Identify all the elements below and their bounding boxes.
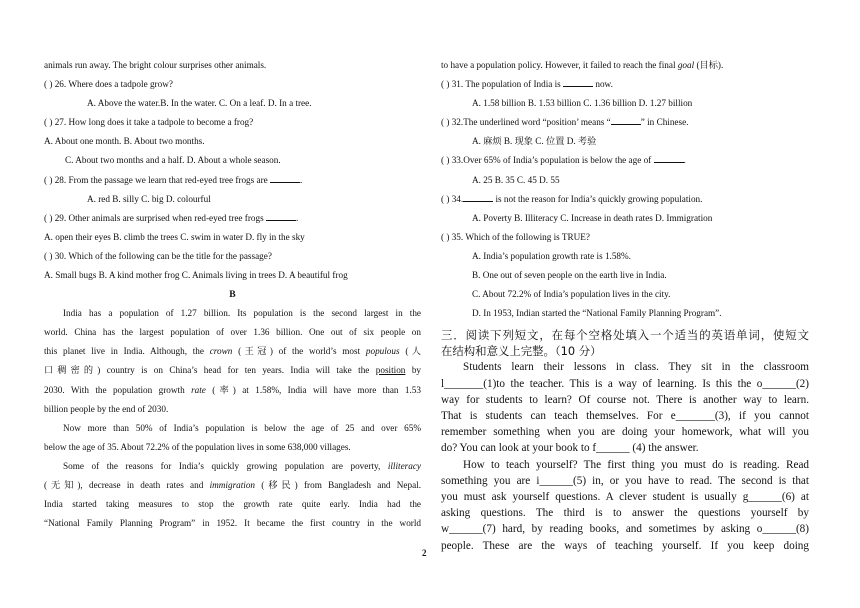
answer-blank — [266, 211, 296, 221]
question-34-options: A. Poverty B. Illiteracy C. Increase in death rates D. Immigration — [472, 212, 713, 223]
question-27-options-cd: C. About two months and a half. D. About a whole season. — [65, 155, 281, 166]
question-32: ( ) 32.The underlined word “position’ means “ ” in Chinese. — [441, 117, 689, 128]
question-31-options: A. 1.58 billion B. 1.53 billion C. 1.36 billion D. 1.27 billion — [472, 98, 693, 109]
cloze-line: asking questions. The third is to answer the questions yourself by — [441, 507, 809, 520]
cloze-line: l_______(1)to the teacher. This is a way of learning. Is this the o______(2) — [441, 377, 809, 390]
question-26-options: A. Above the water.B. In the water. C. On a leaf. D. In a tree. — [87, 98, 312, 109]
question-35: ( ) 35. Which of the following is TRUE? — [441, 231, 590, 242]
question-32-options: A. 麻烦 B. 现象 C. 位置 D. 考验 — [472, 136, 597, 147]
question-35-option-d: D. In 1953, Indian started the “National Family Planning Program”. — [472, 308, 722, 319]
passage-line: world. China has the largest population of over 1.36 billion. One out of six people on — [44, 327, 421, 338]
question-33-options: A. 25 B. 35 C. 45 D. 55 — [472, 174, 560, 185]
section-3-instruction: 在结构和意义上完整。（10 分） — [441, 344, 602, 359]
passage-line: to have a population policy. However, it failed to reach the final goal (目标). — [441, 60, 724, 70]
question-27: ( ) 27. How long does it take a tadpole to become a frog? — [44, 117, 254, 128]
passage-line: Some of the reasons for India’s quickly growing population are poverty, illiteracy — [63, 460, 421, 471]
question-35-option-b: B. One out of seven people on the earth live in India. — [472, 270, 667, 281]
section-3-instruction: 三．阅读下列短文，在每个空格处填入一个适当的英语单词，使短文 — [441, 328, 809, 343]
text-line: animals run away. The bright colour surprises other animals. — [44, 60, 267, 70]
question-28: ( ) 28. From the passage we learn that red-eyed tree frogs are . — [44, 174, 303, 185]
passage-line: 口稠密的) country is on China’s head for ten years. India will take the position by — [44, 365, 422, 376]
cloze-line: How to teach yourself? The first thing you must do is reading. Read — [463, 458, 809, 471]
question-26: ( ) 26. Where does a tadpole grow? — [44, 79, 173, 90]
answer-blank — [270, 173, 300, 183]
answer-blank — [463, 192, 493, 202]
question-29: ( ) 29. Other animals are surprised when red-eyed tree frogs . — [44, 212, 299, 223]
cloze-line: do? You can look at your book to f______ (4) the answer. — [441, 442, 699, 455]
passage-line: Now more than 50% of India’s population is below the age of 25 and over 65% — [63, 422, 421, 433]
answer-blank — [563, 77, 593, 87]
passage-line: this planet live in India. Although, the crown (王冠) of the world’s most populous (人 — [44, 346, 421, 357]
cloze-line: remember something when you are doing your homework, what will you — [441, 426, 809, 439]
cloze-line: Students learn their lessons in class. They sit in the classroom — [463, 361, 809, 374]
cloze-line: w______(7) hard, by reading books, and sometimes by asking o______(8) — [441, 523, 809, 536]
passage-line: “National Family Planning Program” in 1952. It became the first country in the world — [44, 518, 421, 529]
passage-line: (无知), decrease in death rates and immigration (移民) from Bangladesh and Nepal. — [44, 479, 422, 490]
question-34: ( ) 34. is not the reason for India’s quickly growing population. — [441, 193, 703, 204]
question-35-option-a: A. India’s population growth rate is 1.58%. — [472, 250, 631, 261]
question-31: ( ) 31. The population of India is now. — [441, 79, 613, 90]
question-30: ( ) 30. Which of the following can be the title for the passage? — [44, 250, 272, 261]
question-33: ( ) 33.Over 65% of India’s population is below the age of . — [441, 155, 686, 166]
passage-line: 2030. With the population growth rate (率) at 1.58%, India will have more than 1.53 — [44, 384, 421, 395]
passage-line: India started taking measures to stop the growth rate quite early. India had the — [44, 499, 421, 510]
left-column — [44, 56, 421, 533]
right-column — [441, 56, 809, 554]
question-35-option-c: C. About 72.2% of India’s population lives in the city. — [472, 289, 671, 300]
cloze-line: something you are i______(5) in, or you have to read. The second is that — [441, 474, 809, 487]
answer-blank — [654, 153, 684, 163]
question-28-options: A. red B. silly C. big D. colourful — [87, 193, 211, 204]
cloze-line: way for students to learn? Of course not. There is another way to learn. — [441, 393, 809, 406]
page-number: 2 — [422, 548, 427, 558]
question-29-options: A. open their eyes B. climb the trees C. swim in water D. fly in the sky — [44, 231, 305, 242]
question-30-options: A. Small bugs B. A kind mother frog C. Animals living in trees D. A beautiful frog — [44, 270, 348, 281]
cloze-line: That is students can teach themselves. For e_______(3), if you cannot — [441, 409, 809, 422]
passage-line: India has a population of 1.27 billion. Its population is the second largest in the — [63, 308, 421, 319]
section-heading-b: B — [229, 289, 236, 301]
answer-blank — [611, 115, 641, 125]
cloze-line: you must ask yourself questions. A clever student is usually g______(6) at — [441, 490, 809, 503]
passage-line: below the age of 35. About 72.2% of the population lives in some 638,000 villages. — [44, 441, 351, 452]
passage-line: billion people by the end of 2030. — [44, 403, 169, 414]
cloze-line: people. These are the ways of teaching yourself. If you keep doing — [441, 539, 809, 552]
underlined-word: position — [375, 365, 406, 376]
question-27-options-ab: A. About one month. B. About two months. — [44, 136, 205, 147]
